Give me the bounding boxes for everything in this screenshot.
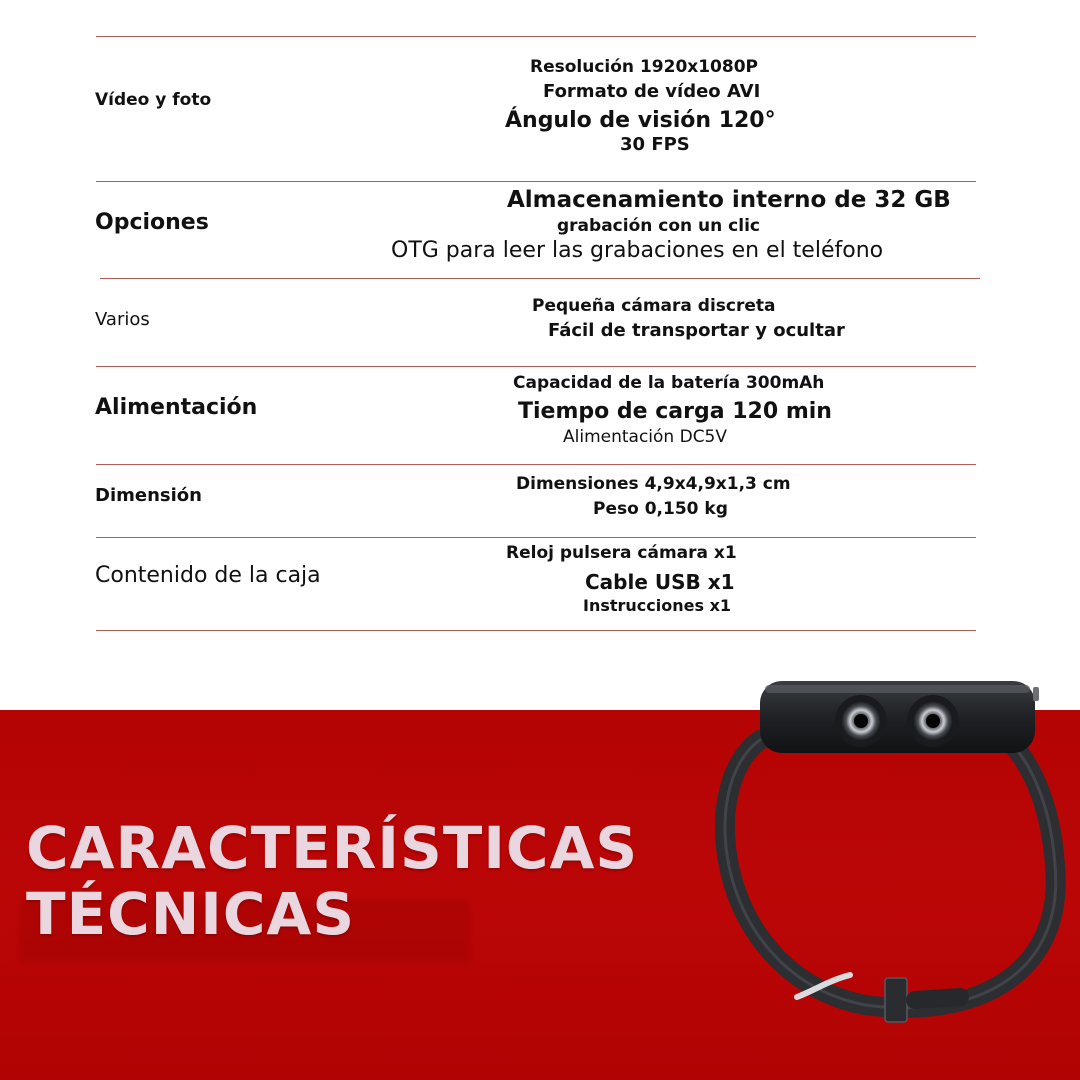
spec-label-box-contents: Contenido de la caja	[95, 563, 321, 588]
spec-value: Peso 0,150 kg	[593, 499, 728, 519]
spec-label-misc: Varios	[95, 309, 150, 330]
spec-label-dimension: Dimensión	[95, 485, 202, 506]
spec-value: OTG para leer las grabaciones en el teléfono	[391, 238, 884, 263]
row-divider	[96, 537, 976, 538]
headline-line-2: TÉCNICAS	[26, 880, 356, 948]
row-divider	[96, 181, 976, 182]
spec-value: Instrucciones x1	[583, 596, 732, 615]
spec-value: 30 FPS	[620, 134, 690, 155]
spec-value: Cable USB x1	[585, 570, 735, 594]
spec-value: grabación con un clic	[557, 216, 760, 236]
row-divider	[96, 464, 976, 465]
row-divider	[100, 278, 980, 279]
spec-value: Pequeña cámara discreta	[532, 296, 776, 316]
row-divider	[96, 630, 976, 631]
spec-value: Ángulo de visión 120°	[505, 108, 776, 133]
spec-label-options: Opciones	[95, 210, 209, 235]
spec-value: Tiempo de carga 120 min	[518, 399, 832, 424]
camera-watch-illustration	[715, 675, 1080, 1035]
spec-value: Resolución 1920x1080P	[530, 57, 759, 77]
spec-value: Alimentación DC5V	[563, 427, 728, 447]
spec-value: Fácil de transportar y ocultar	[548, 320, 845, 341]
spec-label-power: Alimentación	[95, 395, 258, 420]
spec-value: Reloj pulsera cámara x1	[506, 543, 737, 563]
spec-value: Formato de vídeo AVI	[543, 81, 761, 102]
headline-line-1: CARACTERÍSTICAS	[26, 814, 639, 882]
spec-label-video: Vídeo y foto	[95, 90, 212, 110]
spec-value: Capacidad de la batería 300mAh	[513, 373, 825, 393]
row-divider	[96, 36, 976, 37]
row-divider	[96, 366, 976, 367]
spec-value: Dimensiones 4,9x4,9x1,3 cm	[516, 474, 791, 494]
spec-value: Almacenamiento interno de 32 GB	[507, 187, 951, 213]
